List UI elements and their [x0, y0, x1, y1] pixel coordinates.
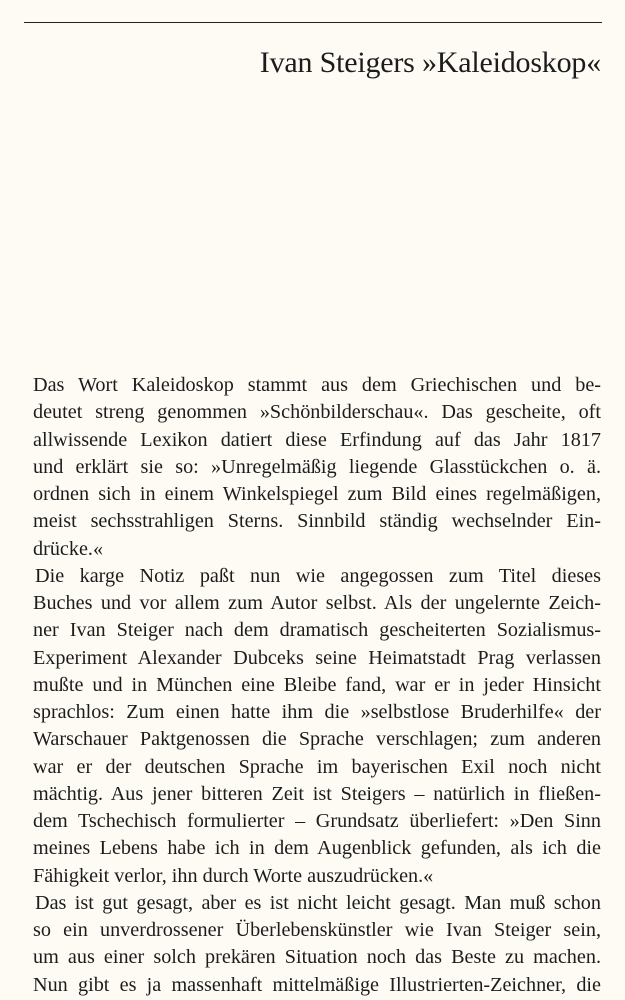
text-line: Nun gibt es ja massenhaft mittelmäßige Illustrierten-Zeichner, die [33, 973, 601, 996]
text-line: dem Tschechisch formulierter – Grundsatz überliefert: »Den Sinn [33, 810, 601, 832]
text-line: Warschauer Paktgenossen die Sprache verschlagen; zum anderen [33, 728, 601, 751]
chapter-title: Ivan Steigers »Kaleidoskop« [259, 46, 601, 79]
text-line: war er der deutschen Sprache im bayerischen Exil noch nicht [33, 755, 601, 778]
text-line: sprachlos: Zum einen hatte ihm die »selbstlose Bruderhilfe« der [33, 701, 601, 723]
paragraph [33, 563, 601, 890]
text-line: allwissende Lexikon datiert diese Erfindung auf das Jahr 1817 [33, 428, 601, 451]
text-line: meines Lebens habe ich in dem Augenblick gefunden, als ich die [33, 837, 601, 860]
text-line: mächtig. Aus jener bitteren Zeit ist Steigers – natürlich in fließen- [33, 782, 601, 805]
text-line: Experiment Alexander Dubceks seine Heimatstadt Prag verlassen [33, 646, 601, 669]
paragraph [33, 890, 601, 999]
body-text [33, 372, 601, 999]
text-line: meist sechsstrahligen Sterns. Sinnbild ständig wechselnder Ein- [33, 510, 601, 533]
text-line: mußte und in München eine Bleibe fand, war er in jeder Hinsicht [33, 673, 601, 696]
text-line: und erklärt sie so: »Unregelmäßig liegende Glasstückchen o. ä. [33, 455, 601, 478]
text-line: um aus einer solch prekären Situation noch das Beste zu machen. [33, 946, 601, 969]
text-line: drücke.« [33, 537, 104, 560]
text-line: ordnen sich in einem Winkelspiegel zum Bild eines regelmäßigen, [33, 483, 601, 505]
text-line: Fähigkeit verlor, ihn durch Worte auszudrücken.« [33, 864, 434, 887]
text-line: Das ist gut gesagt, aber es ist nicht leicht gesagt. Man muß schon [35, 891, 601, 914]
text-line: ner Ivan Steiger nach dem dramatisch gescheiterten Sozialismus- [33, 619, 601, 642]
text-line: Das Wort Kaleidoskop stammt aus dem Griechischen und be- [33, 374, 601, 396]
text-line: deutet streng genommen »Schönbilderschau«. Das gescheite, oft [33, 401, 601, 424]
text-line: Buches und vor allem zum Autor selbst. Als der ungelernte Zeich- [33, 592, 601, 614]
text-line: Die karge Notiz paßt nun wie angegossen zum Titel dieses [35, 564, 601, 587]
header-rule [24, 22, 602, 23]
paragraph [33, 372, 601, 563]
text-line: so ein unverdrossener Überlebenskünstler wie Ivan Steiger sein, [33, 919, 601, 941]
